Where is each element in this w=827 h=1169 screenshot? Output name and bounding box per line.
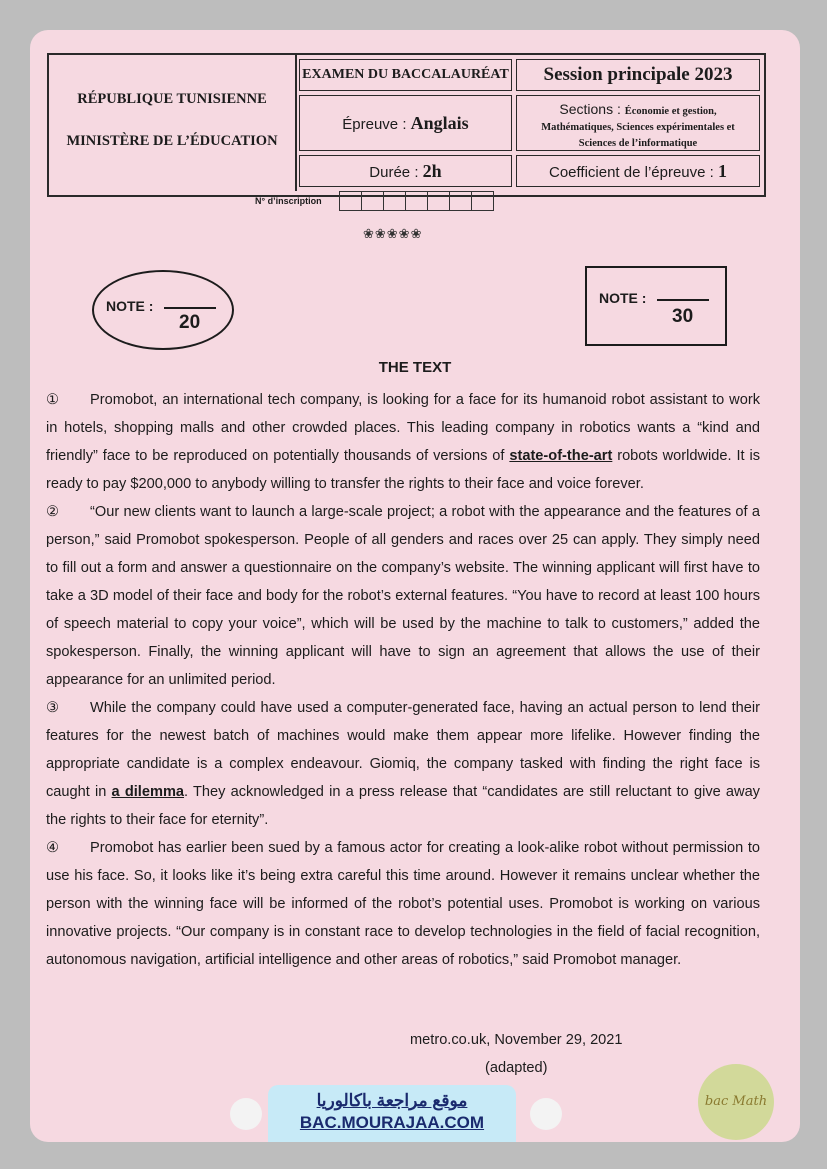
note-oval (92, 270, 234, 350)
paragraph-text: Promobot, an international tech company, is looking for a face for its humanoid robot assistant to work in hotels, shopping malls and other crowded places. This leading company in robotics wants a “kind and friendly” face to be reproduced on potentially thousands of versions of (46, 392, 760, 464)
sections-value-1: Économie et gestion, (624, 106, 717, 117)
inscription-label: N° d’inscription (255, 196, 322, 206)
inscription-box[interactable] (449, 191, 472, 211)
paragraph-number: ③ (46, 700, 60, 716)
note-right-label: NOTE : (599, 290, 647, 306)
coef-cell (516, 155, 760, 187)
note-right-line (657, 299, 709, 301)
exam-page (30, 30, 800, 1142)
inscription-box[interactable] (339, 191, 362, 211)
paragraph-4 (46, 834, 760, 974)
inscription-box[interactable] (383, 191, 406, 211)
sections-value-2: Mathématiques, Sciences expérimentales et (541, 122, 735, 133)
flower-ornament: ❀❀❀❀❀ (363, 226, 423, 241)
ministry-label: MINISTÈRE DE L’ÉDUCATION (66, 133, 278, 149)
epreuve-value: Anglais (410, 113, 469, 133)
paragraph-text: . They acknowledged in a press release that “candidates are still reluctant to give away the rights to their face for eternity”. (46, 784, 760, 828)
duree-cell (299, 155, 512, 187)
site-banner[interactable] (268, 1085, 516, 1142)
site-logo-icon (530, 1098, 562, 1130)
duree-label: Durée : (369, 164, 419, 181)
republic-label: RÉPUBLIQUE TUNISIENNE (77, 91, 267, 107)
duree-value: 2h (422, 161, 442, 181)
paragraph-text: Promobot has earlier been sued by a famous actor for creating a look-alike robot without permission to use his face. So, it looks like it’s being extra careful this time around. However it remains unclear whether the person with the winning face will be informed of the robot’s potential uses. Promobot is working on various innovative projects. “Our company is in constant race to develop technologies in the field of facial recognition, autonomous navigation, artificial intelligence and other areas of robotics,” said Promobot manager. (46, 840, 760, 968)
paragraph-number: ① (46, 392, 60, 408)
paragraph-number: ② (46, 504, 60, 520)
note-left-value: 20 (179, 312, 201, 333)
text-title: THE TEXT (378, 359, 452, 376)
source-citation: metro.co.uk, November 29, 2021 (410, 1032, 623, 1048)
note-left-line (164, 307, 216, 309)
paragraph-text: robots worldwide. It is ready to pay $200,000 to anybody willing to transfer the rights to their face and voice forever. (46, 448, 760, 492)
bacmath-logo: bac Math (698, 1064, 774, 1140)
adapted-note: (adapted) (485, 1060, 548, 1076)
site-name-arabic[interactable]: موقع مراجعة باكالوريا (316, 1091, 468, 1110)
inscription-boxes[interactable] (340, 191, 494, 211)
note-left-label: NOTE : (106, 298, 154, 314)
header-authority (49, 55, 297, 191)
coef-value: 1 (718, 161, 727, 181)
epreuve-cell (299, 95, 512, 151)
paragraph-number: ④ (46, 840, 60, 856)
underlined-term: a dilemma (111, 784, 185, 800)
exam-title: EXAMEN DU BACCALAURÉAT (299, 59, 512, 91)
coef-label: Coefficient de l’épreuve : (549, 164, 714, 181)
epreuve-label: Épreuve : (342, 116, 407, 133)
inscription-box[interactable] (427, 191, 450, 211)
reading-text (46, 386, 760, 974)
paragraph-3 (46, 694, 760, 834)
session-title: Session principale 2023 (516, 59, 760, 91)
exam-header (47, 53, 766, 197)
sections-value-3: Sciences de l’informatique (578, 138, 698, 149)
underlined-term: state-of-the-art (509, 448, 613, 464)
inscription-box[interactable] (361, 191, 384, 211)
inscription-box[interactable] (471, 191, 494, 211)
inscription-box[interactable] (405, 191, 428, 211)
sections-cell (516, 95, 760, 151)
note-box (585, 266, 727, 346)
paragraph-1 (46, 386, 760, 498)
note-right-value: 30 (672, 306, 694, 327)
paragraph-text: “Our new clients want to launch a large-scale project; a robot with the appearance and the features of a person,” said Promobot spokesperson. People of all genders and races over 25 can apply. They simply need to fill out a form and answer a questionnaire on the company’s website. The winning applicant will first have to take a 3D model of their face and body for the robot’s external features. “You have to record at least 100 hours of speech material to copy your voice”, which will be used by the machine to talk to customers,” added the spokesperson. Finally, the winning applicant will have to sign an agreement that allows the use of their appearance for an unlimited period. (46, 504, 760, 688)
paragraph-2 (46, 498, 760, 694)
paragraph-text: While the company could have used a computer-generated face, having an actual person to lend their features for the newest batch of machines would make them appear more lifelike. However finding the appropriate candidate is a complex endeavour. Giomiq, the company tasked with finding the right face is caught in (46, 700, 760, 800)
sections-label: Sections : (559, 101, 621, 117)
site-logo-icon (230, 1098, 262, 1130)
site-url-link[interactable]: BAC.MOURAJAA.COM (299, 1113, 485, 1132)
